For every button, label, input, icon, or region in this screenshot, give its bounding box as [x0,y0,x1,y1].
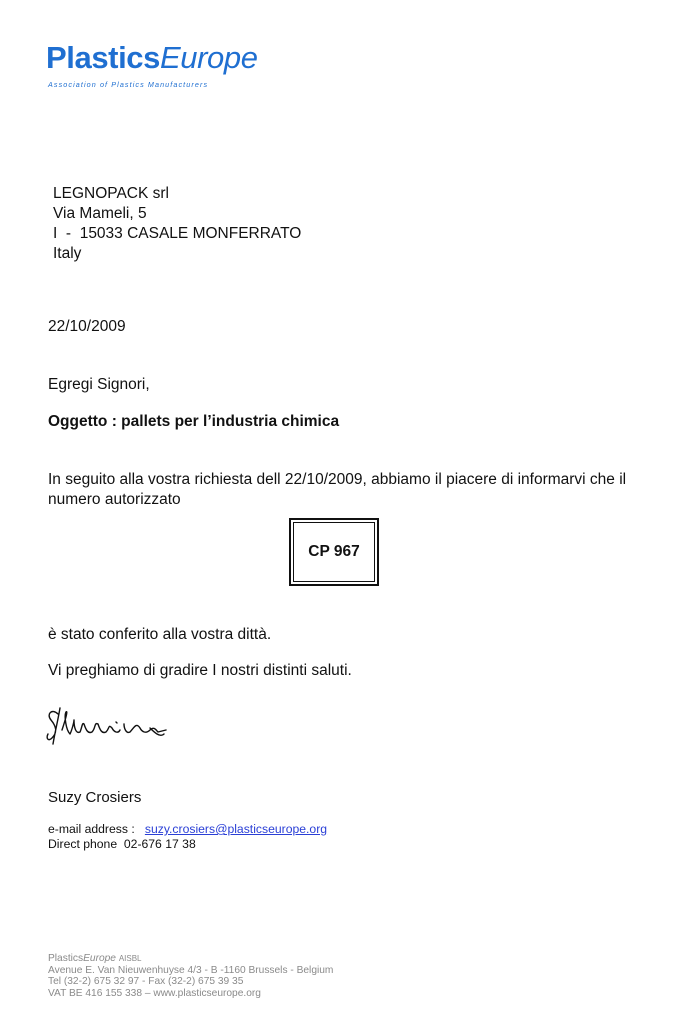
authorized-number-inner-frame [293,522,375,582]
recipient-city: I - 15033 CASALE MONFERRATO [53,225,302,242]
plasticseurope-logo [46,40,286,92]
subject-line: Oggetto : pallets per l’industria chimica [48,413,340,430]
body-paragraph-2: è stato conferito alla vostra dittà. [48,626,272,643]
letter-footer [48,953,333,999]
sender-contact [48,822,327,852]
logo-tagline: Association of Plastics Manufacturers [48,80,209,89]
closing-salutation: Vi preghiamo di gradire I nostri distinti saluti. [48,662,352,679]
phone-number: 02-676 17 38 [123,837,196,851]
footer-org-suffix: AISBL [118,954,142,963]
footer-address: Avenue E. Van Nieuwenhuyse 4/3 - B -1160 Brussels - Belgium [48,964,334,976]
email-link[interactable]: suzy.crosiers@plasticseurope.org [144,822,328,836]
logo-brand-italic: Europe [160,40,258,75]
footer-tel-fax: Tel (32-2) 675 32 97 - Fax (32-2) 675 39 35 [48,976,244,987]
footer-vat-web: VAT BE 416 155 338 – www.plasticseurope.org [48,987,261,999]
logo-wordmark [46,40,258,76]
email-row [48,822,327,837]
authorized-number-box [289,518,379,586]
phone-row [48,837,327,852]
footer-org-plain: Plastics [48,953,84,964]
recipient-street: Via Mameli, 5 [53,205,147,222]
recipient-company: LEGNOPACK srl [53,185,169,202]
recipient-country: Italy [53,245,82,262]
handwritten-signature [44,700,179,750]
footer-org-italic: Europe [83,953,116,964]
footer-org [48,953,333,965]
email-label: e-mail address : [48,822,135,836]
authorized-number: CP 967 [308,543,360,560]
body-paragraph-1: In seguito alla vostra richiesta dell 22/10/2009, abbiamo il piacere di informarvi che il numero autorizzato [48,471,627,508]
sender-name: Suzy Crosiers [48,789,142,806]
greeting: Egregi Signori, [48,376,150,393]
letter-date: 22/10/2009 [48,318,126,335]
recipient-address [53,184,301,264]
phone-label: Direct phone [48,837,118,851]
logo-brand-bold: Plastics [46,40,160,75]
